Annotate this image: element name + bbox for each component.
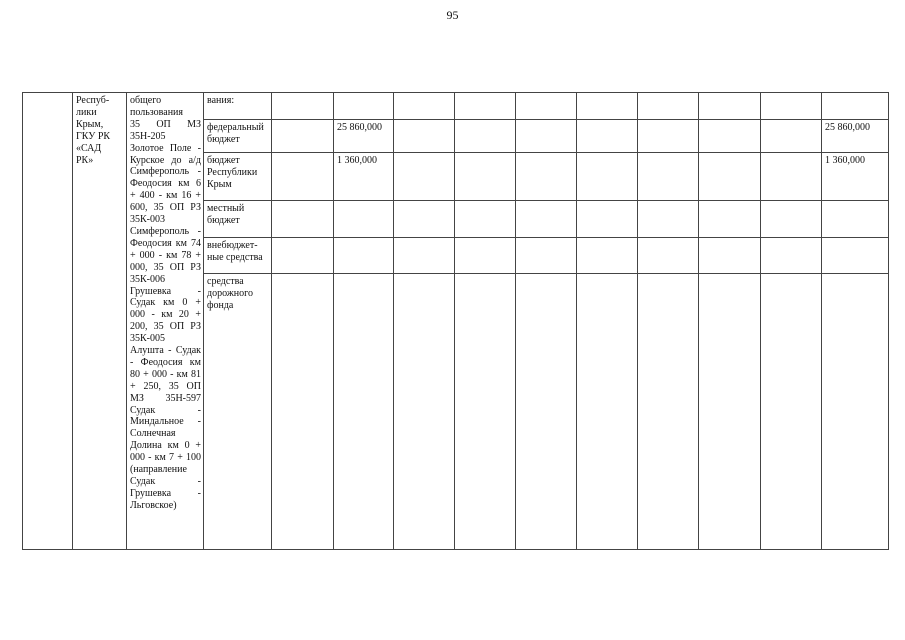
amount-cell xyxy=(699,120,761,153)
amount-cell xyxy=(455,201,516,238)
amount-cell xyxy=(577,201,638,238)
amount-cell xyxy=(516,274,577,550)
amount-cell xyxy=(334,201,394,238)
amount-cell xyxy=(455,238,516,274)
amount-cell xyxy=(272,201,334,238)
number-cell xyxy=(23,93,73,550)
amount-cell xyxy=(699,201,761,238)
amount-cell xyxy=(272,120,334,153)
amount-cell xyxy=(699,93,761,120)
funding-source-cell xyxy=(204,238,272,274)
amount-cell xyxy=(516,238,577,274)
funding-source-cell xyxy=(204,120,272,153)
amount-cell xyxy=(699,238,761,274)
amount-cell xyxy=(761,201,822,238)
total-cell xyxy=(822,238,889,274)
amount-cell xyxy=(394,120,455,153)
amount-cell xyxy=(699,153,761,201)
funding-source-label: федеральный бюджет xyxy=(207,122,264,145)
amount-cell xyxy=(516,120,577,153)
funding-source-label: бюджет Республики Крым xyxy=(207,155,258,190)
executor-text: Респуб- лики Крым, ГКУ РК «САД РК» xyxy=(76,95,111,166)
amount-cell xyxy=(394,274,455,550)
funding-source-cell xyxy=(204,274,272,550)
funding-source-cell xyxy=(204,153,272,201)
object-name-cell xyxy=(127,93,204,550)
total-cell xyxy=(822,153,889,201)
amount-cell xyxy=(394,238,455,274)
amount-value: 1 360,000 xyxy=(337,155,377,166)
amount-cell xyxy=(516,201,577,238)
object-name-text: общего пользования 35 ОП МЗ 35Н-205 Золотое Поле - Курское до а/д Симферополь - Феодосия км 6 + 400 - км 16 + 600, 35 ОП РЗ 35К-003 Симферополь - Феодосия км 74 + 000 - км 78 + 000, 35 ОП РЗ 35К-006 Грушевка - Судак км 0 + 000 - км 20 + 200, 35 ОП РЗ 35К-005 Алушта - Судак - Феодосия км 80 + 000 - км 81 + 250, 35 ОП МЗ 35Н-597 Судак - Миндальное - Солнечная Долина км 0 + 000 - км 7 + 100 (направление Судак - Грушевка - Льговское) xyxy=(130,95,201,511)
amount-cell xyxy=(761,93,822,120)
amount-cell xyxy=(272,274,334,550)
total-value: 1 360,000 xyxy=(825,155,865,166)
table-row xyxy=(23,93,889,120)
amount-cell xyxy=(334,120,394,153)
amount-cell xyxy=(761,238,822,274)
executor-cell xyxy=(73,93,127,550)
amount-cell xyxy=(516,153,577,201)
funding-source-cell xyxy=(204,201,272,238)
amount-cell xyxy=(272,153,334,201)
amount-cell xyxy=(394,201,455,238)
amount-cell xyxy=(761,120,822,153)
total-cell xyxy=(822,201,889,238)
amount-cell xyxy=(455,93,516,120)
amount-cell xyxy=(272,238,334,274)
funding-source-label: средства дорожного фонда xyxy=(207,276,253,311)
amount-cell xyxy=(638,274,699,550)
amount-cell xyxy=(638,238,699,274)
funding-source-label: местный бюджет xyxy=(207,203,245,226)
funding-source-label: вания: xyxy=(207,95,235,106)
funding-source-label: внебюджет- ные средства xyxy=(207,240,263,263)
amount-cell xyxy=(638,120,699,153)
amount-cell xyxy=(638,201,699,238)
amount-cell xyxy=(334,274,394,550)
amount-cell xyxy=(577,120,638,153)
amount-cell xyxy=(577,238,638,274)
amount-cell xyxy=(394,93,455,120)
amount-cell xyxy=(455,153,516,201)
total-cell xyxy=(822,120,889,153)
funding-table xyxy=(22,92,889,550)
amount-cell xyxy=(455,274,516,550)
amount-cell xyxy=(638,153,699,201)
amount-cell xyxy=(394,153,455,201)
amount-cell xyxy=(334,238,394,274)
amount-cell xyxy=(516,93,577,120)
page-number: 95 xyxy=(446,8,459,22)
amount-cell xyxy=(455,120,516,153)
total-cell xyxy=(822,274,889,550)
amount-cell xyxy=(638,93,699,120)
amount-cell xyxy=(761,153,822,201)
total-cell xyxy=(822,93,889,120)
amount-cell xyxy=(699,274,761,550)
amount-cell xyxy=(577,153,638,201)
amount-value: 25 860,000 xyxy=(337,122,382,133)
amount-cell xyxy=(334,93,394,120)
funding-source-cell xyxy=(204,93,272,120)
amount-cell xyxy=(761,274,822,550)
amount-cell xyxy=(272,93,334,120)
amount-cell xyxy=(577,274,638,550)
amount-cell xyxy=(577,93,638,120)
total-value: 25 860,000 xyxy=(825,122,870,133)
amount-cell xyxy=(334,153,394,201)
